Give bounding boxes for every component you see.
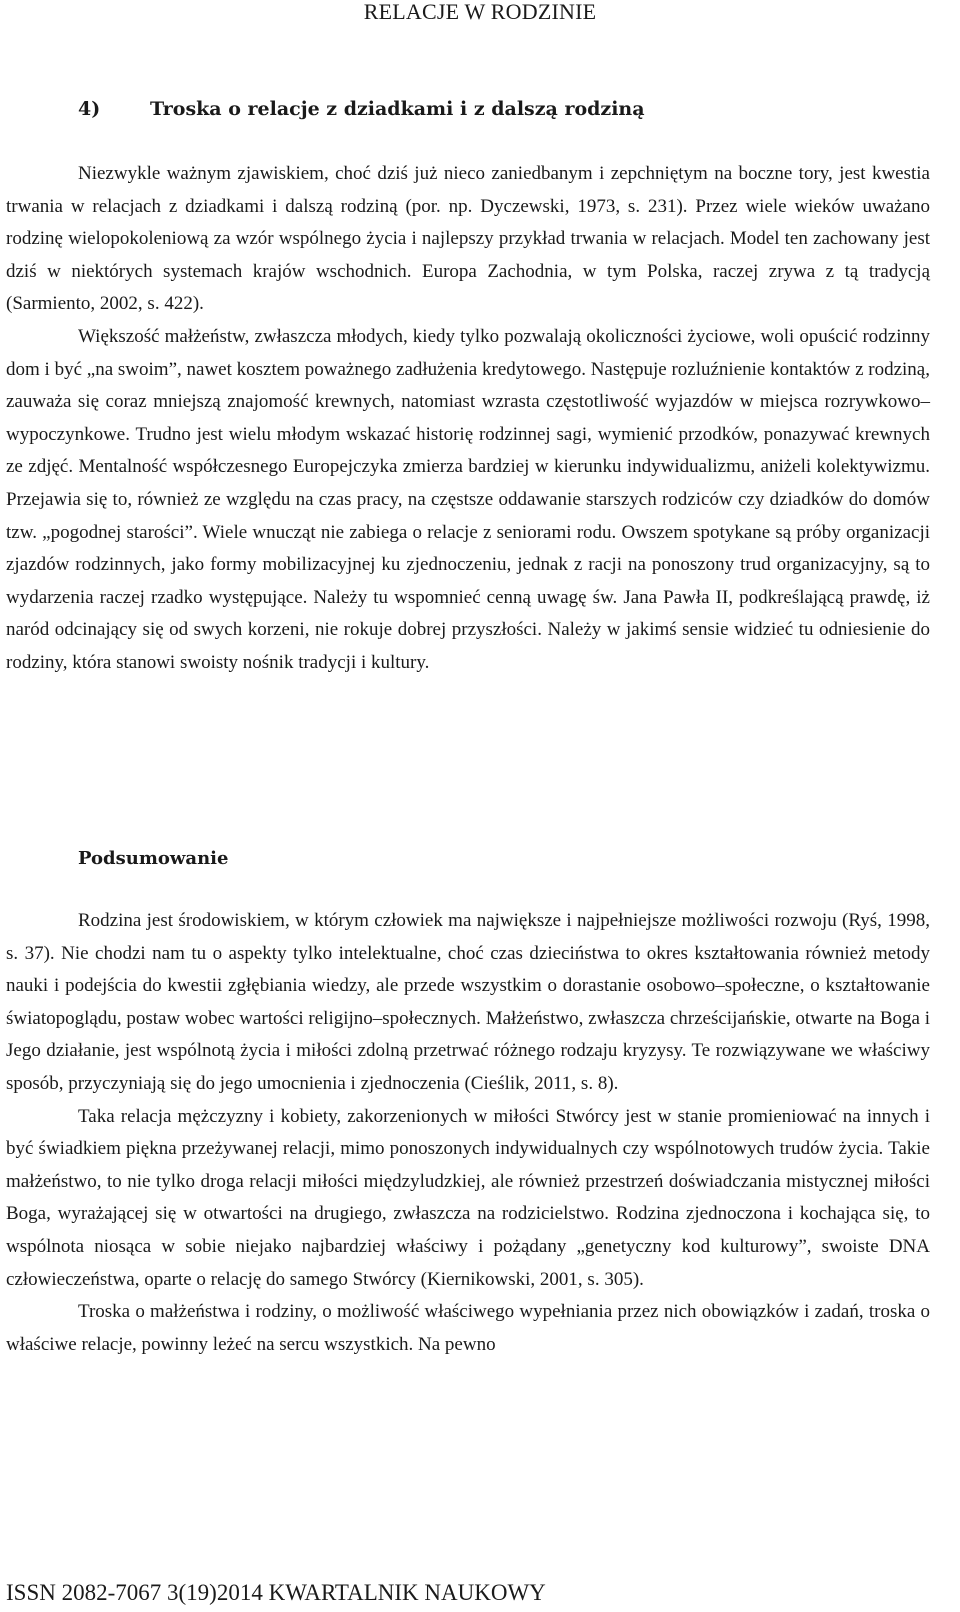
summary-body (6, 905, 930, 1361)
section-title: Troska o relacje z dziadkami i z dalszą rodziną (150, 98, 645, 120)
paragraph: Większość małżeństw, zwłaszcza młodych, kiedy tylko pozwalają okoliczności życiowe, woli opuścić rodzinny dom i być „na swoim”, nawet kosztem poważnego zadłużenia kredytowego. Następuje rozluźnienie kontaktów z rodziną, zauważa się coraz mniejszą znajomość krewnych, natomiast wzrasta częstotliwość wyjazdów w miejsca rozrywkowo–wypoczynkowe. Trudno jest wielu młodym wskazać historię rodzinnej sagi, wymienić przodków, ponazywać krewnych ze zdjęć. Mentalność współczesnego Europejczyka zmierza bardziej w kierunku indywidualizmu, aniżeli kolektywizmu. Przejawia się to, również ze względu na czas pracy, na częstsze oddawanie starszych rodziców czy dziadków do domów tzw. „pogodnej starości”. Wiele wnucząt nie zabiega o relacje z seniorami rodu. Owszem spotykane są próby organizacji zjazdów rodzinnych, jako formy mobilizacyjnej ku zjednoczeniu, jednak z racji na ponoszony trud organizacyjny, są to wydarzenia raczej rzadko występujące. Należy tu wspomnieć cenną uwagę św. Jana Pawła II, podkreślającą prawdę, iż naród odcinający się od swych korzeni, nie rokuje dobrej przyszłości. Należy w jakimś sensie widzieć tu odniesienie do rodziny, która stanowi swoisty nośnik tradycji i kultury. (6, 325, 930, 673)
page-footer: ISSN 2082-7067 3(19)2014 KWARTALNIK NAUKOWY (6, 1580, 546, 1605)
paragraph: Troska o małżeństwa i rodziny, o możliwość właściwego wypełniania przez nich obowiązków i zadań, troska o właściwe relacje, powinny leżeć na sercu wszystkich. Na pewno (6, 1301, 930, 1355)
section-body (6, 158, 930, 680)
running-header: RELACJE W RODZINIE (363, 0, 597, 24)
paragraph: Rodzina jest środowiskiem, w którym człowiek ma największe i najpełniejsze możliwości rozwoju (Ryś, 1998, s. 37). Nie chodzi nam tu o aspekty tylko intelektualne, choć czas dzieciństwa to okres kształtowania również metody nauki i podejścia do kwestii zgłębiania wiedzy, ale przede wszystkim o dorastanie osobowo–społeczne, o kształtowanie światopoglądu, postaw wobec wartości religijno–społecznych. Małżeństwo, zwłaszcza chrześcijańskie, otwarte na Boga i Jego działanie, jest wspólnotą życia i miłości zdolną przetrwać różnego rodzaju kryzysy. Te rozwiązywane we właściwy sposób, przyczyniają się do jego umocnienia i zjednoczenia (Cieślik, 2011, s. 8). (6, 910, 930, 1094)
section-number: 4) (78, 98, 101, 120)
summary-heading: Podsumowanie (78, 848, 229, 869)
section-heading (78, 98, 645, 120)
paragraph: Niezwykle ważnym zjawiskiem, choć dziś już nieco zaniedbanym i zepchniętym na boczne tory, jest kwestia trwania w relacjach z dziadkami i dalszą rodziną (por. np. Dyczewski, 1973, s. 231). Przez wiele wieków uważano rodzinę wielopokoleniową za wzór wspólnego życia i najlepszy przykład trwania w relacjach. Model ten zachowany jest dziś w niektórych systemach krajów wschodnich. Europa Zachodnia, w tym Polska, raczej zrywa z tą tradycją (Sarmiento, 2002, s. 422). (6, 163, 930, 315)
paragraph: Taka relacja mężczyzny i kobiety, zakorzenionych w miłości Stwórcy jest w stanie promieniować na innych i być świadkiem piękna przeżywanej relacji, mimo ponoszonych indywidualnych czy wspólnotowych trudów życia. Takie małżeństwo, to nie tylko droga relacji miłości międzyludzkiej, ale również przestrzeń doświadczania mistycznej miłości Boga, wyrażającej się w otwartości na drugiego, zwłaszcza na rodzicielstwo. Rodzina zjednoczona i kochająca się, to wspólnota niosąca w sobie niejako najbardziej właściwy i pożądany „genetyczny kod kulturowy”, swoiste DNA człowieczeństwa, oparte o relację do samego Stwórcy (Kiernikowski, 2001, s. 305). (6, 1105, 930, 1290)
